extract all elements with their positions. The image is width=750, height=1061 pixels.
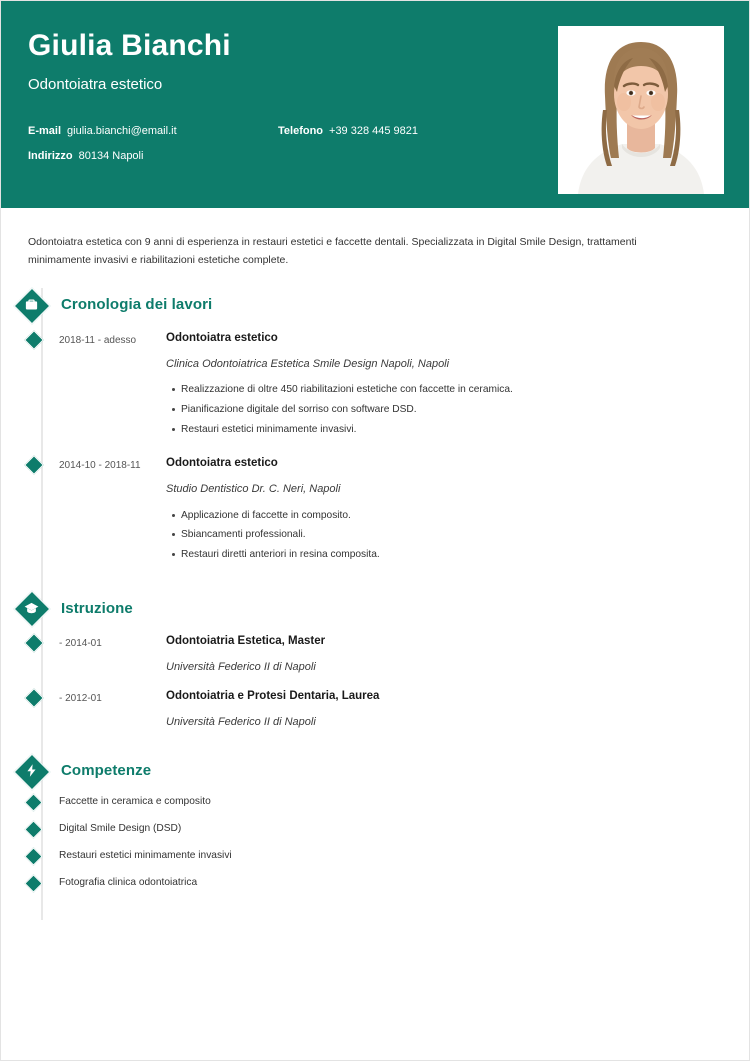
skill-label: Faccette in ceramica e composito: [59, 795, 211, 807]
timeline-marker: [24, 874, 42, 892]
skill-item: [28, 788, 722, 815]
contact-row: [28, 125, 528, 137]
education-entry-degree: Odontoiatria e Protesi Dentaria, Laurea: [166, 690, 380, 703]
contact-info: [28, 125, 528, 175]
section-header-skills: [28, 754, 722, 788]
education-entry-date: - 2012-01: [59, 693, 102, 705]
section-skills: [28, 754, 722, 896]
bottom-spacer: [28, 896, 722, 920]
lightning-bolt-icon: [14, 754, 48, 788]
professional-summary: Odontoiatra estetica con 9 anni di esperienza in restauri estetici e faccette dentali. Specializzata in Digital Smile Design, trattamenti minimamente invasivi e riabilitazioni estetiche complete.: [28, 236, 637, 267]
education-entry-institution: Università Federico II di Napoli: [166, 716, 316, 729]
education-entry: [28, 625, 722, 680]
skill-label: Digital Smile Design (DSD): [59, 822, 182, 834]
section-title-education: Istruzione: [61, 599, 133, 617]
contact-address: [28, 150, 278, 162]
candidate-job-title: Odontoiatra estetico: [28, 76, 163, 93]
education-entry-degree: Odontoiatria Estetica, Master: [166, 635, 326, 648]
contact-phone-value: +39 328 445 9821: [329, 125, 419, 137]
bullet-item: Applicazione di faccette in composito.: [181, 508, 722, 528]
skill-label: Restauri estetici minimamente invasivi: [59, 849, 232, 861]
work-entry-role: Odontoiatra estetico: [166, 457, 278, 470]
work-entry-body: [166, 331, 722, 442]
section-work-history: [28, 288, 722, 573]
section-education: [28, 591, 722, 735]
skill-label: Fotografia clinica odontoiatrica: [59, 876, 198, 888]
contact-row: [28, 150, 528, 162]
profile-photo: [558, 26, 724, 194]
education-entry-institution: Università Federico II di Napoli: [166, 661, 316, 674]
work-entry-role: Odontoiatra estetico: [166, 331, 278, 344]
work-entry-body: [166, 456, 722, 567]
briefcase-icon-glyph: [24, 297, 39, 312]
skill-item: [28, 842, 722, 869]
profile-photo-image: [558, 26, 724, 194]
work-entry: [28, 447, 722, 573]
contact-phone-label: Telefono: [278, 125, 324, 137]
contact-email: [28, 125, 278, 137]
graduation-cap-icon: [14, 591, 48, 625]
timeline-marker: [24, 820, 42, 838]
bullet-item: Pianificazione digitale del sorriso con software DSD.: [181, 402, 722, 422]
graduation-cap-icon-glyph: [24, 601, 39, 616]
resume-header: [1, 1, 749, 208]
skill-item: [28, 815, 722, 842]
timeline-marker: [24, 793, 42, 811]
timeline-marker: [24, 847, 42, 865]
contact-address-label: Indirizzo: [28, 150, 73, 162]
work-entry-date: 2018-11 - adesso: [59, 334, 137, 346]
resume-body: [1, 288, 749, 920]
lightning-bolt-icon-glyph: [24, 763, 39, 778]
contact-email-value: giulia.bianchi@email.it: [67, 125, 177, 137]
work-entry-organization: Clinica Odontoiatrica Estetica Smile Design Napoli, Napoli: [166, 357, 450, 370]
work-entry-bullets: [166, 382, 722, 441]
work-entry-date: 2014-10 - 2018-11: [59, 460, 141, 472]
bullet-item: Sbiancamenti professionali.: [181, 527, 722, 547]
skill-item: [28, 869, 722, 896]
work-entry: [28, 322, 722, 448]
bullet-item: Restauri diretti anteriori in resina composita.: [181, 547, 722, 567]
section-header-work-history: [28, 288, 722, 322]
work-entry-organization: Studio Dentistico Dr. C. Neri, Napoli: [166, 483, 341, 496]
education-entry-body: [166, 634, 722, 674]
section-title-work-history: Cronologia dei lavori: [61, 296, 213, 314]
bullet-item: Restauri estetici minimamente invasivi.: [181, 422, 722, 442]
section-header-education: [28, 591, 722, 625]
education-entry-body: [166, 689, 722, 729]
section-title-skills: Competenze: [61, 762, 152, 780]
candidate-name: Giulia Bianchi: [28, 29, 231, 62]
bullet-item: Realizzazione di oltre 450 riabilitazioni estetiche con faccette in ceramica.: [181, 382, 722, 402]
contact-phone: [278, 125, 418, 137]
education-entry: [28, 680, 722, 735]
contact-email-label: E-mail: [28, 125, 62, 137]
education-entry-date: - 2014-01: [59, 638, 102, 650]
contact-address-value: 80134 Napoli: [78, 150, 144, 162]
briefcase-icon: [14, 288, 48, 322]
work-entry-bullets: [166, 508, 722, 567]
